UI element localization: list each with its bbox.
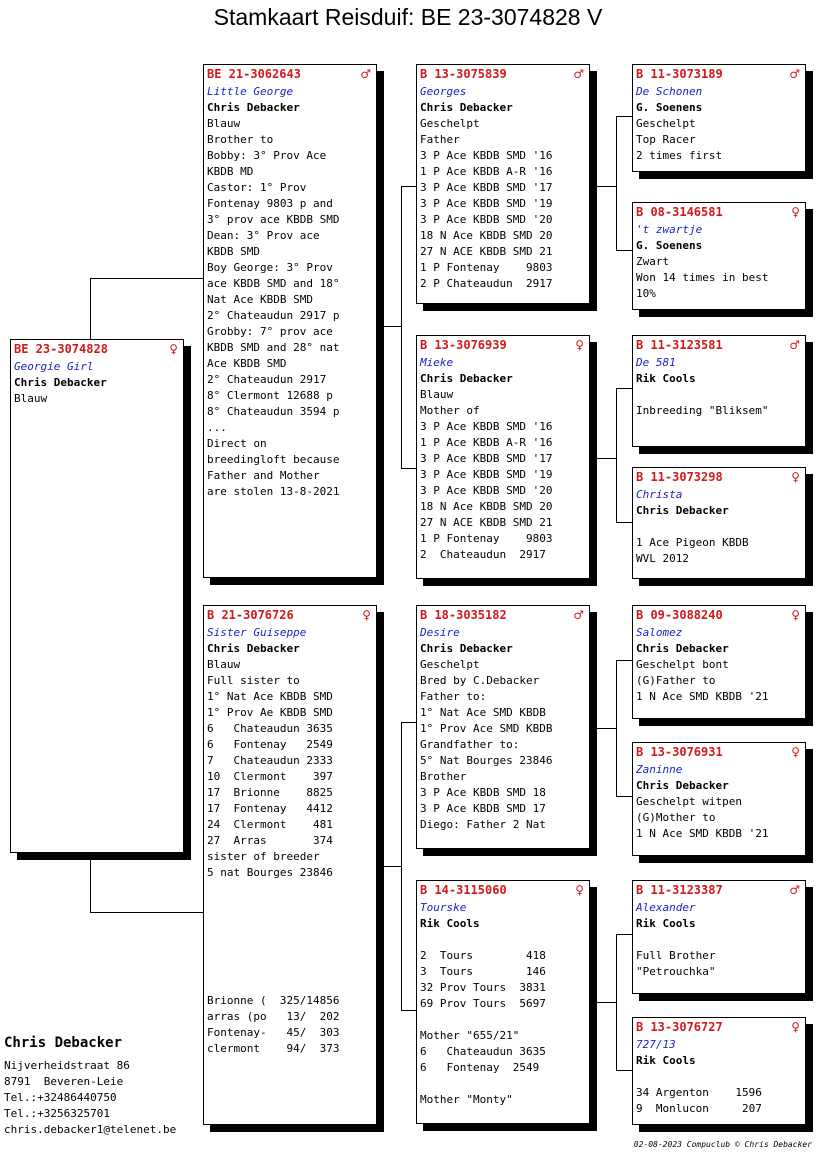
ring-number: B 11-3073189	[636, 67, 723, 81]
card-header	[636, 338, 802, 353]
detail-line: 32 Prov Tours 3831	[420, 981, 546, 994]
pigeon-card-mm[interactable]	[416, 880, 590, 1124]
pigeon-name: Mieke	[420, 356, 454, 369]
ring-number: B 13-3076727	[636, 1020, 723, 1034]
detail-line: Boy George: 3° Prov	[207, 261, 333, 274]
detail-line: Castor: 1° Prov	[207, 181, 307, 194]
detail-line: Blauw	[207, 117, 241, 130]
pigeon-owner: Chris Debacker	[420, 372, 513, 385]
detail-line: Nat Ace KBDB SMD	[207, 293, 313, 306]
detail-line: Full Brother	[636, 949, 716, 962]
detail-line: 1 N Ace SMD KBDB '21	[636, 690, 769, 703]
ring-number: B 11-3123581	[636, 338, 723, 352]
pigeon-owner: Chris Debacker	[207, 101, 300, 114]
connector	[616, 660, 617, 796]
detail-line: Ace KBDB SMD	[207, 357, 287, 370]
male-icon: ♂	[789, 883, 800, 897]
card-header	[636, 470, 802, 485]
detail-line	[207, 897, 373, 913]
connector	[616, 250, 633, 251]
pigeon-owner: Rik Cools	[420, 917, 480, 930]
breeder-address: Nijverheidstraat 86	[4, 1059, 130, 1072]
card-header	[14, 342, 180, 357]
detail-line: Father	[420, 133, 460, 146]
detail-line: Diego: Father 2 Nat	[420, 818, 546, 831]
detail-line: breedingloft because	[207, 453, 340, 466]
pigeon-details	[636, 519, 802, 567]
pigeon-name: De 581	[636, 356, 676, 369]
connector	[616, 1070, 633, 1071]
detail-line: 3 P Ace KBDB SMD '16	[420, 420, 553, 433]
female-icon: ♀	[791, 205, 800, 219]
detail-line: Inbreeding "Bliksem"	[636, 404, 769, 417]
detail-line: 1 P Ace KBDB A-R '16	[420, 165, 553, 178]
detail-line: Geschelpt witpen	[636, 795, 742, 808]
detail-line: 17 Fontenay 4412	[207, 802, 333, 815]
detail-line	[636, 1069, 802, 1085]
detail-line: WVL 2012	[636, 552, 689, 565]
detail-line: 7 Chateaudun 2333	[207, 754, 333, 767]
detail-line: 24 Clermont 481	[207, 818, 333, 831]
detail-line: 1° Nat Ace SMD KBDB	[420, 706, 546, 719]
connector	[616, 388, 617, 522]
pigeon-card-father[interactable]	[203, 64, 377, 578]
female-icon: ♀	[169, 342, 178, 356]
connector	[597, 186, 616, 187]
breeder-phone: Tel.:+32486440750	[4, 1091, 117, 1104]
pigeon-card-mff[interactable]	[632, 605, 806, 719]
detail-line: 27 N ACE KBDB SMD 21	[420, 245, 553, 258]
detail-line: Blauw	[207, 658, 241, 671]
detail-line: 18 N Ace KBDB SMD 20	[420, 500, 553, 513]
detail-line: ...	[207, 421, 227, 434]
detail-line	[207, 945, 373, 961]
detail-line	[636, 519, 802, 535]
female-icon: ♀	[791, 745, 800, 759]
detail-line: Father and Mother	[207, 469, 320, 482]
male-icon: ♂	[573, 608, 584, 622]
detail-line: 3 P Ace KBDB SMD '19	[420, 197, 553, 210]
detail-line: 6 Chateaudun 3635	[207, 722, 333, 735]
ring-number: B 13-3075839	[420, 67, 507, 81]
detail-line: Mother "Monty"	[420, 1093, 513, 1106]
detail-line: 27 Arras 374	[207, 834, 333, 847]
card-header	[207, 608, 373, 623]
ring-number: B 13-3076939	[420, 338, 507, 352]
detail-line	[420, 1012, 586, 1028]
connector	[616, 796, 633, 797]
detail-line: Grandfather to:	[420, 738, 520, 751]
connector	[616, 388, 633, 389]
pigeon-details	[636, 932, 802, 980]
connector	[401, 186, 417, 187]
detail-line: 2 P Chateaudun 2917	[420, 277, 553, 290]
pigeon-details	[420, 387, 586, 563]
detail-line: 69 Prov Tours 5697	[420, 997, 546, 1010]
detail-line	[207, 977, 373, 993]
card-header	[636, 1020, 802, 1035]
detail-line: 1° Prov Ae KBDB SMD	[207, 706, 333, 719]
pigeon-details	[420, 932, 586, 1108]
ring-number: BE 21-3062643	[207, 67, 301, 81]
detail-line: Full sister to	[207, 674, 300, 687]
detail-line: Blauw	[14, 392, 48, 405]
detail-line: KBDB SMD and 28° nat	[207, 341, 340, 354]
pigeon-name: Georges	[420, 85, 467, 98]
breeder-name: Chris Debacker	[4, 1035, 123, 1051]
card-header	[636, 608, 802, 623]
male-icon: ♂	[360, 67, 371, 81]
connector	[616, 934, 617, 1070]
connector	[597, 728, 616, 729]
ring-number: B 11-3123387	[636, 883, 723, 897]
pigeon-owner: Chris Debacker	[636, 504, 729, 517]
detail-line	[420, 1076, 586, 1092]
detail-line: 2° Chateaudun 2917 p	[207, 309, 340, 322]
detail-line: Brionne ( 325/14856	[207, 994, 340, 1007]
detail-line: 18 N Ace KBDB SMD 20	[420, 229, 553, 242]
detail-line: (G)Mother to	[636, 811, 716, 824]
pigeon-owner: Chris Debacker	[636, 779, 729, 792]
detail-line: 1 N Ace SMD KBDB '21	[636, 827, 769, 840]
pigeon-card-mmf[interactable]	[632, 880, 806, 994]
detail-line: Father to:	[420, 690, 487, 703]
card-header	[207, 67, 373, 82]
pigeon-details	[636, 1069, 802, 1117]
pigeon-name: Georgie Girl	[14, 360, 94, 373]
detail-line: (G)Father to	[636, 674, 716, 687]
detail-line: 9 Monlucon 207	[636, 1102, 762, 1115]
detail-line: arras (po 13/ 202	[207, 1010, 340, 1023]
detail-line: 3 P Ace KBDB SMD '17	[420, 181, 553, 194]
detail-line: 8° Clermont 12688 p	[207, 389, 333, 402]
detail-line: Won 14 times in best	[636, 271, 769, 284]
detail-line: 1° Nat Ace KBDB SMD	[207, 690, 333, 703]
detail-line: 3 P Ace KBDB SMD '20	[420, 213, 553, 226]
pigeon-card-ffm[interactable]	[632, 202, 806, 310]
pigeon-details	[14, 391, 180, 407]
pigeon-owner: Chris Debacker	[420, 642, 513, 655]
pigeon-owner: G. Soenens	[636, 239, 703, 252]
connector	[90, 852, 91, 912]
pigeon-details	[420, 116, 586, 292]
detail-line: Direct on	[207, 437, 267, 450]
detail-line: Bred by C.Debacker	[420, 674, 540, 687]
detail-line: 2 times first	[636, 149, 723, 162]
pigeon-card-fff[interactable]	[632, 64, 806, 172]
connector	[401, 722, 417, 723]
detail-line: Zwart	[636, 255, 670, 268]
detail-line: 5° Nat Bourges 23846	[420, 754, 553, 767]
card-header	[420, 67, 586, 82]
connector	[376, 326, 401, 327]
card-header	[636, 745, 802, 760]
detail-line: 6 Fontenay 2549	[420, 1061, 540, 1074]
pigeon-details	[207, 657, 373, 1057]
detail-line: 10%	[636, 287, 656, 300]
detail-line	[207, 929, 373, 945]
detail-line: 8° Chateaudun 3594 p	[207, 405, 340, 418]
pigeon-card-fm[interactable]	[416, 335, 590, 579]
detail-line	[636, 932, 802, 948]
card-header	[420, 338, 586, 353]
ring-number: B 09-3088240	[636, 608, 723, 622]
pigeon-name: Desire	[420, 626, 460, 639]
female-icon: ♀	[791, 470, 800, 484]
pigeon-details	[636, 387, 802, 419]
detail-line: 2 Chateaudun 2917	[420, 548, 546, 561]
female-icon: ♀	[575, 883, 584, 897]
connector	[616, 116, 633, 117]
detail-line: 2 Tours 418	[420, 949, 546, 962]
connector	[376, 866, 401, 867]
detail-line: 3 P Ace KBDB SMD 17	[420, 802, 546, 815]
pigeon-card-mf[interactable]	[416, 605, 590, 849]
detail-line: Fontenay- 45/ 303	[207, 1026, 340, 1039]
detail-line: 5 nat Bourges 23846	[207, 866, 333, 879]
female-icon: ♀	[791, 1020, 800, 1034]
ring-number: BE 23-3074828	[14, 342, 108, 356]
detail-line: Brother	[420, 770, 467, 783]
ring-number: B 21-3076726	[207, 608, 294, 622]
detail-line: Geschelpt	[420, 658, 480, 671]
pigeon-owner: Chris Debacker	[420, 101, 513, 114]
connector	[401, 722, 402, 1010]
connector	[616, 116, 617, 250]
connector	[616, 934, 633, 935]
pigeon-card-fmf[interactable]	[632, 335, 806, 447]
connector	[90, 912, 204, 913]
pigeon-card-mmm[interactable]	[632, 1017, 806, 1125]
detail-line: KBDB SMD	[207, 245, 260, 258]
male-icon: ♂	[789, 338, 800, 352]
detail-line: 1° Prov Ace SMD KBDB	[420, 722, 553, 735]
detail-line: Grobby: 7° prov ace	[207, 325, 333, 338]
pigeon-owner: Chris Debacker	[636, 642, 729, 655]
connector	[90, 278, 91, 340]
pigeon-card-subject[interactable]	[10, 339, 184, 853]
pigeon-owner: Rik Cools	[636, 372, 696, 385]
detail-line: 1 P Ace KBDB A-R '16	[420, 436, 553, 449]
detail-line: 2° Chateaudun 2917	[207, 373, 327, 386]
pigeon-name: 727/13	[636, 1038, 676, 1051]
detail-line: Fontenay 9803 p and	[207, 197, 333, 210]
connector	[401, 1010, 417, 1011]
detail-line: Mother of	[420, 404, 480, 417]
pigeon-owner: Rik Cools	[636, 917, 696, 930]
page-title: Stamkaart Reisduif: BE 23-3074828 V	[213, 4, 603, 30]
breeder-phone: Tel.:+3256325701	[4, 1107, 110, 1120]
card-header	[636, 67, 802, 82]
detail-line: 1 P Fontenay 9803	[420, 261, 553, 274]
detail-line: Dean: 3° Prov ace	[207, 229, 320, 242]
detail-line	[636, 387, 802, 403]
detail-line: 6 Chateaudun 3635	[420, 1045, 546, 1058]
connector	[616, 660, 633, 661]
detail-line	[207, 881, 373, 897]
card-header	[420, 883, 586, 898]
connector	[616, 522, 633, 523]
pigeon-name: Christa	[636, 488, 683, 501]
detail-line: Geschelpt bont	[636, 658, 729, 671]
detail-line: Geschelpt	[420, 117, 480, 130]
detail-line: clermont 94/ 373	[207, 1042, 340, 1055]
pigeon-name: Little George	[207, 85, 294, 98]
pigeon-details	[636, 116, 802, 164]
connector	[597, 1002, 616, 1003]
male-icon: ♂	[573, 67, 584, 81]
detail-line: ace KBDB SMD and 18°	[207, 277, 340, 290]
breeder-email: chris.debacker1@telenet.be	[4, 1123, 177, 1136]
pigeon-details	[636, 254, 802, 302]
connector	[90, 278, 204, 279]
card-header	[420, 608, 586, 623]
detail-line: 3 P Ace KBDB SMD '19	[420, 468, 553, 481]
detail-line: Blauw	[420, 388, 454, 401]
female-icon: ♀	[791, 608, 800, 622]
pigeon-name: Zaninne	[636, 763, 683, 776]
detail-line: 34 Argenton 1596	[636, 1086, 762, 1099]
ring-number: B 11-3073298	[636, 470, 723, 484]
detail-line	[207, 961, 373, 977]
detail-line: 3 P Ace KBDB SMD '20	[420, 484, 553, 497]
footer-credit: 02-08-2023 Compuclub © Chris Debacker	[633, 1140, 812, 1149]
detail-line: "Petrouchka"	[636, 965, 716, 978]
detail-line: 3 P Ace KBDB SMD '17	[420, 452, 553, 465]
connector	[401, 186, 402, 468]
pigeon-details	[636, 657, 802, 705]
card-header	[636, 205, 802, 220]
pigeon-owner: Chris Debacker	[14, 376, 107, 389]
male-icon: ♂	[789, 67, 800, 81]
detail-line: sister of breeder	[207, 850, 320, 863]
detail-line: 6 Fontenay 2549	[207, 738, 333, 751]
detail-line: 3 P Ace KBDB SMD 18	[420, 786, 546, 799]
detail-line: 1 Ace Pigeon KBDB	[636, 536, 749, 549]
pigeon-name: De Schonen	[636, 85, 703, 98]
connector	[597, 458, 616, 459]
pigeon-card-mother[interactable]	[203, 605, 377, 1125]
pigeon-owner: Rik Cools	[636, 1054, 696, 1067]
detail-line: 3 Tours 146	[420, 965, 546, 978]
detail-line: Mother "655/21"	[420, 1029, 520, 1042]
detail-line: 17 Brionne 8825	[207, 786, 333, 799]
pigeon-name: Salomez	[636, 626, 683, 639]
detail-line: are stolen 13-8-2021	[207, 485, 340, 498]
pigeon-details	[207, 116, 373, 500]
pigeon-name: Alexander	[636, 901, 696, 914]
pigeon-card-fmm[interactable]	[632, 467, 806, 579]
pigeon-owner: Chris Debacker	[207, 642, 300, 655]
female-icon: ♀	[362, 608, 371, 622]
detail-line: 3° prov ace KBDB SMD	[207, 213, 340, 226]
pigeon-owner: G. Soenens	[636, 101, 703, 114]
female-icon: ♀	[575, 338, 584, 352]
detail-line: 27 N ACE KBDB SMD 21	[420, 516, 553, 529]
pigeon-name: Tourske	[420, 901, 467, 914]
detail-line: KBDB MD	[207, 165, 254, 178]
detail-line: Geschelpt	[636, 117, 696, 130]
detail-line	[207, 913, 373, 929]
ring-number: B 14-3115060	[420, 883, 507, 897]
ring-number: B 13-3076931	[636, 745, 723, 759]
detail-line: 10 Clermont 397	[207, 770, 333, 783]
detail-line: Top Racer	[636, 133, 696, 146]
pigeon-card-ff[interactable]	[416, 64, 590, 304]
pigeon-details	[420, 657, 586, 833]
detail-line	[420, 932, 586, 948]
detail-line: 1 P Fontenay 9803	[420, 532, 553, 545]
detail-line: 3 P Ace KBDB SMD '16	[420, 149, 553, 162]
connector	[401, 468, 417, 469]
detail-line: Brother to	[207, 133, 274, 146]
ring-number: B 18-3035182	[420, 608, 507, 622]
pigeon-card-mfm[interactable]	[632, 742, 806, 856]
pigeon-details	[636, 794, 802, 842]
pigeon-name: 't zwartje	[636, 223, 703, 236]
ring-number: B 08-3146581	[636, 205, 723, 219]
detail-line: Bobby: 3° Prov Ace	[207, 149, 327, 162]
pigeon-name: Sister Guiseppe	[207, 626, 307, 639]
breeder-city: 8791 Beveren-Leie	[4, 1075, 124, 1088]
card-header	[636, 883, 802, 898]
